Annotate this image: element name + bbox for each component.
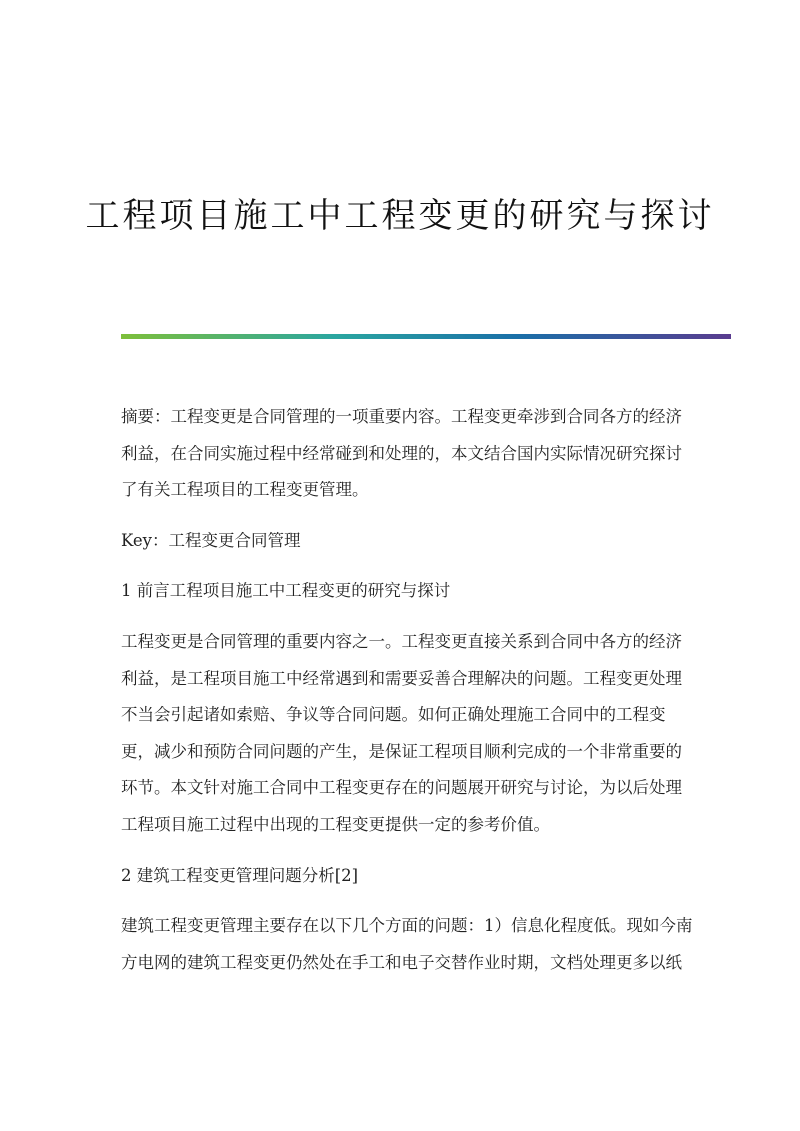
abstract-paragraph [121, 399, 681, 509]
keywords-line: Key：工程变更合同管理 [121, 530, 301, 550]
section-2-paragraph [121, 908, 693, 981]
paragraph-line: 更，减少和预防合同问题的产生，是保证工程项目顺利完成的一个非常重要的 [121, 741, 682, 761]
section-2-heading: 2 建筑工程变更管理问题分析[2] [121, 865, 359, 885]
abstract-line: 利益，在合同实施过程中经常碰到和处理的，本文结合国内实际情况研究探讨 [121, 443, 682, 463]
abstract-line: 摘要：工程变更是合同管理的一项重要内容。工程变更牵涉到合同各方的经济 [121, 407, 682, 426]
abstract-line: 了有关工程项目的工程变更管理。 [121, 480, 369, 500]
document-body [121, 399, 693, 981]
paragraph-line: 环节。本文针对施工合同中工程变更存在的问题展开研究与讨论，为以后处理 [121, 778, 682, 798]
paragraph-line: 不当会引起诸如索赔、争议等合同问题。如何正确处理施工合同中的工程变 [121, 705, 666, 725]
section-1-paragraph [121, 624, 681, 844]
paragraph-line: 建筑工程变更管理主要存在以下几个方面的问题：1）信息化程度低。现如今南 [121, 916, 693, 936]
paragraph-line: 方电网的建筑工程变更仍然处在手工和电子交替作业时期，文档处理更多以纸 [121, 952, 682, 972]
document-title: 工程项目施工中工程变更的研究与探讨 [85, 196, 715, 236]
section-1-heading: 1 前言工程项目施工中工程变更的研究与探讨 [121, 581, 451, 601]
paragraph-line: 工程项目施工过程中出现的工程变更提供一定的参考价值。 [121, 814, 550, 834]
paragraph-line: 利益，是工程项目施工中经常遇到和需要妥善合理解决的问题。工程变更处理 [121, 668, 682, 688]
gradient-divider [121, 334, 731, 339]
paragraph-line: 工程变更是合同管理的重要内容之一。工程变更直接关系到合同中各方的经济 [121, 631, 682, 651]
